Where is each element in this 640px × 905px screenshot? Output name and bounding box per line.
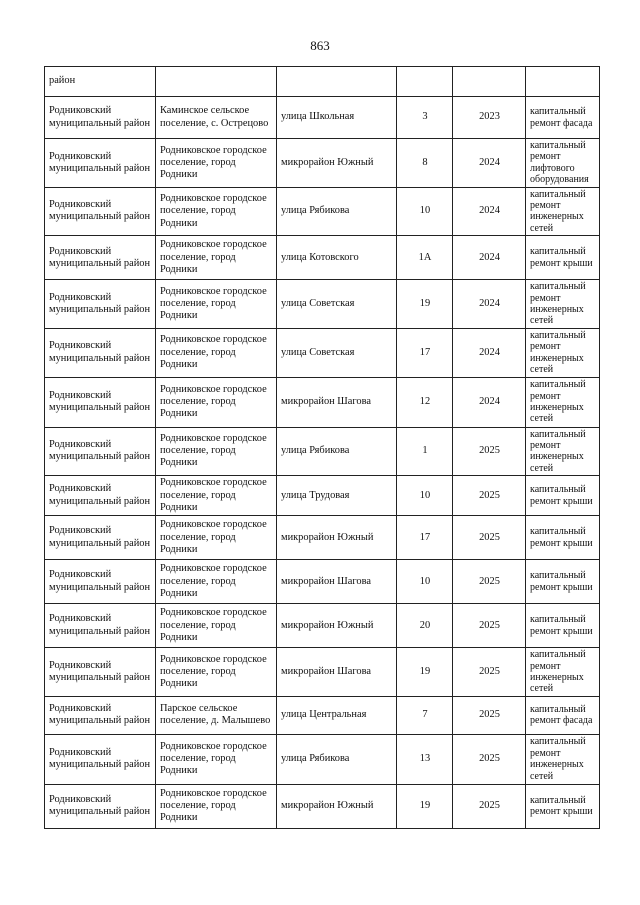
house-cell: 8 <box>397 139 453 188</box>
settlement-cell: Родниковское городское поселение, город Родники <box>156 604 277 648</box>
year-cell: 2025 <box>453 696 526 734</box>
work-cell: капитальный ремонт крыши <box>526 236 600 280</box>
house-cell: 17 <box>397 516 453 560</box>
street-cell: улица Рябикова <box>277 734 397 784</box>
table-row <box>45 560 600 604</box>
district-cell: Родниковский муниципальный район <box>45 560 156 604</box>
street-cell: улица Трудовая <box>277 476 397 516</box>
work-cell: капитальный ремонт фасада <box>526 97 600 139</box>
district-cell: Родниковский муниципальный район <box>45 734 156 784</box>
district-cell: Родниковский муниципальный район <box>45 97 156 139</box>
street-cell: улица Котовского <box>277 236 397 280</box>
year-cell: 2025 <box>453 476 526 516</box>
year-cell: 2024 <box>453 236 526 280</box>
house-cell: 7 <box>397 696 453 734</box>
work-cell: капитальный ремонт инженерных сетей <box>526 648 600 697</box>
table-row <box>45 476 600 516</box>
year-cell: 2025 <box>453 516 526 560</box>
street-cell: улица Рябикова <box>277 427 397 476</box>
district-cell: Родниковский муниципальный район <box>45 696 156 734</box>
work-cell: капитальный ремонт инженерных сетей <box>526 427 600 476</box>
work-cell: капитальный ремонт инженерных сетей <box>526 377 600 427</box>
settlement-cell: Родниковское городское поселение, город Родники <box>156 734 277 784</box>
work-cell <box>526 67 600 97</box>
district-cell: Родниковский муниципальный район <box>45 377 156 427</box>
year-cell: 2025 <box>453 648 526 697</box>
table-row <box>45 280 600 329</box>
street-cell: микрорайон Южный <box>277 516 397 560</box>
year-cell: 2024 <box>453 328 526 377</box>
street-cell: улица Центральная <box>277 696 397 734</box>
table-row <box>45 97 600 139</box>
district-cell: Родниковский муниципальный район <box>45 476 156 516</box>
settlement-cell: Родниковское городское поселение, город Родники <box>156 236 277 280</box>
table-row <box>45 377 600 427</box>
settlement-cell: Родниковское городское поселение, город Родники <box>156 280 277 329</box>
year-cell: 2023 <box>453 97 526 139</box>
table-row <box>45 139 600 188</box>
year-cell: 2024 <box>453 377 526 427</box>
settlement-cell: Родниковское городское поселение, город Родники <box>156 516 277 560</box>
year-cell: 2025 <box>453 560 526 604</box>
district-cell: Родниковский муниципальный район <box>45 280 156 329</box>
street-cell: улица Рябикова <box>277 187 397 236</box>
table-row <box>45 648 600 697</box>
work-cell: капитальный ремонт фасада <box>526 696 600 734</box>
work-cell: капитальный ремонт крыши <box>526 784 600 828</box>
district-cell: Родниковский муниципальный район <box>45 604 156 648</box>
street-cell: микрорайон Южный <box>277 784 397 828</box>
settlement-cell: Родниковское городское поселение, город Родники <box>156 784 277 828</box>
table-row <box>45 67 600 97</box>
settlement-cell: Родниковское городское поселение, город Родники <box>156 476 277 516</box>
street-cell <box>277 67 397 97</box>
work-cell: капитальный ремонт крыши <box>526 604 600 648</box>
house-cell: 19 <box>397 784 453 828</box>
district-cell: Родниковский муниципальный район <box>45 328 156 377</box>
year-cell: 2024 <box>453 139 526 188</box>
district-cell: Родниковский муниципальный район <box>45 187 156 236</box>
street-cell: микрорайон Шагова <box>277 560 397 604</box>
house-cell: 13 <box>397 734 453 784</box>
settlement-cell: Родниковское городское поселение, город Родники <box>156 187 277 236</box>
street-cell: улица Школьная <box>277 97 397 139</box>
district-cell: Родниковский муниципальный район <box>45 427 156 476</box>
work-cell: капитальный ремонт крыши <box>526 516 600 560</box>
street-cell: микрорайон Южный <box>277 604 397 648</box>
table-row <box>45 427 600 476</box>
house-cell: 12 <box>397 377 453 427</box>
table-row <box>45 604 600 648</box>
page-number: 863 <box>310 38 330 53</box>
year-cell: 2024 <box>453 187 526 236</box>
work-cell: капитальный ремонт инженерных сетей <box>526 328 600 377</box>
settlement-cell: Родниковское городское поселение, город Родники <box>156 427 277 476</box>
repair-registry-table <box>44 66 600 829</box>
district-cell: Родниковский муниципальный район <box>45 784 156 828</box>
year-cell: 2025 <box>453 734 526 784</box>
settlement-cell: Каминское сельское поселение, с. Острецово <box>156 97 277 139</box>
house-cell: 10 <box>397 560 453 604</box>
street-cell: микрорайон Южный <box>277 139 397 188</box>
district-cell: район <box>45 67 156 97</box>
district-cell: Родниковский муниципальный район <box>45 236 156 280</box>
year-cell: 2024 <box>453 280 526 329</box>
district-cell: Родниковский муниципальный район <box>45 139 156 188</box>
street-cell: улица Советская <box>277 280 397 329</box>
settlement-cell <box>156 67 277 97</box>
table-row <box>45 236 600 280</box>
house-cell: 1А <box>397 236 453 280</box>
year-cell: 2025 <box>453 604 526 648</box>
work-cell: капитальный ремонт крыши <box>526 560 600 604</box>
table-row <box>45 516 600 560</box>
settlement-cell: Парское сельское поселение, д. Малышево <box>156 696 277 734</box>
house-cell: 19 <box>397 648 453 697</box>
work-cell: капитальный ремонт лифтового оборудования <box>526 139 600 188</box>
table-row <box>45 328 600 377</box>
table-row <box>45 696 600 734</box>
street-cell: микрорайон Шагова <box>277 377 397 427</box>
house-cell: 19 <box>397 280 453 329</box>
settlement-cell: Родниковское городское поселение, город Родники <box>156 377 277 427</box>
work-cell: капитальный ремонт инженерных сетей <box>526 280 600 329</box>
house-cell: 1 <box>397 427 453 476</box>
table-row <box>45 734 600 784</box>
table-row <box>45 187 600 236</box>
work-cell: капитальный ремонт инженерных сетей <box>526 734 600 784</box>
house-cell: 17 <box>397 328 453 377</box>
district-cell: Родниковский муниципальный район <box>45 516 156 560</box>
year-cell: 2025 <box>453 784 526 828</box>
year-cell: 2025 <box>453 427 526 476</box>
district-cell: Родниковский муниципальный район <box>45 648 156 697</box>
street-cell: улица Советская <box>277 328 397 377</box>
street-cell: микрорайон Шагова <box>277 648 397 697</box>
house-cell: 20 <box>397 604 453 648</box>
table-row <box>45 784 600 828</box>
settlement-cell: Родниковское городское поселение, город Родники <box>156 648 277 697</box>
settlement-cell: Родниковское городское поселение, город Родники <box>156 328 277 377</box>
house-cell: 10 <box>397 476 453 516</box>
house-cell <box>397 67 453 97</box>
work-cell: капитальный ремонт инженерных сетей <box>526 187 600 236</box>
year-cell <box>453 67 526 97</box>
settlement-cell: Родниковское городское поселение, город Родники <box>156 139 277 188</box>
house-cell: 3 <box>397 97 453 139</box>
settlement-cell: Родниковское городское поселение, город Родники <box>156 560 277 604</box>
work-cell: капитальный ремонт крыши <box>526 476 600 516</box>
house-cell: 10 <box>397 187 453 236</box>
